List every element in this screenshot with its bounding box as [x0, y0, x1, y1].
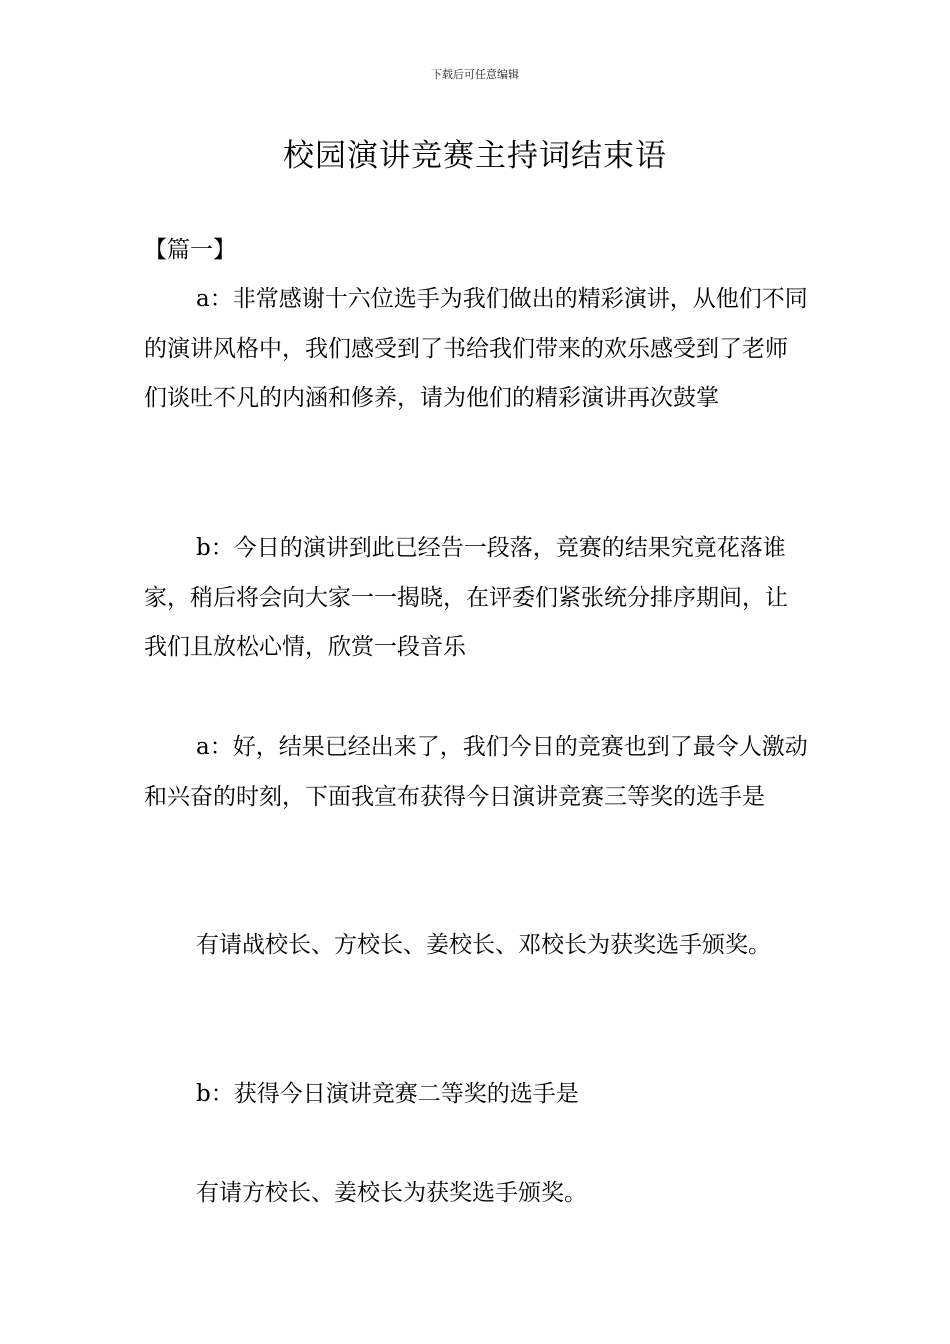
paragraph-5: [144, 1070, 809, 1120]
paragraph-3: [144, 723, 809, 822]
paragraph-text: 有请战校长、方校长、姜校长、邓校长为获奖选手颁奖。: [196, 932, 771, 958]
document-title: 校园演讲竞赛主持词结束语: [283, 138, 667, 174]
header-note: 下载后可任意编辑: [431, 68, 519, 81]
paragraph-text: a：好，结果已经出来了，我们今日的竞赛也到了最令人激动和兴奋的时刻，下面我宣布获得今日演讲竞赛三等奖的选手是: [144, 734, 808, 810]
paragraph-1: [144, 275, 809, 424]
paragraph-6: [144, 1169, 809, 1219]
paragraph-2: [144, 524, 809, 673]
paragraph-4: [144, 921, 809, 971]
paragraph-text: 有请方校长、姜校长为获奖选手颁奖。: [196, 1180, 587, 1206]
section-label: 【篇一】: [144, 237, 236, 263]
paragraph-text: b：今日的演讲到此已经告一段落，竞赛的结果究竟花落谁家，稍后将会向大家一一揭晓，在评委们紧张统分排序期间，让我们且放松心情，欣赏一段音乐: [144, 535, 788, 660]
paragraph-text: a：非常感谢十六位选手为我们做出的精彩演讲，从他们不同的演讲风格中，我们感受到了书给我们带来的欢乐感受到了老师们谈吐不凡的内涵和修养，请为他们的精彩演讲再次鼓掌: [144, 286, 808, 411]
paragraph-text: b：获得今日演讲竞赛二等奖的选手是: [196, 1081, 579, 1107]
